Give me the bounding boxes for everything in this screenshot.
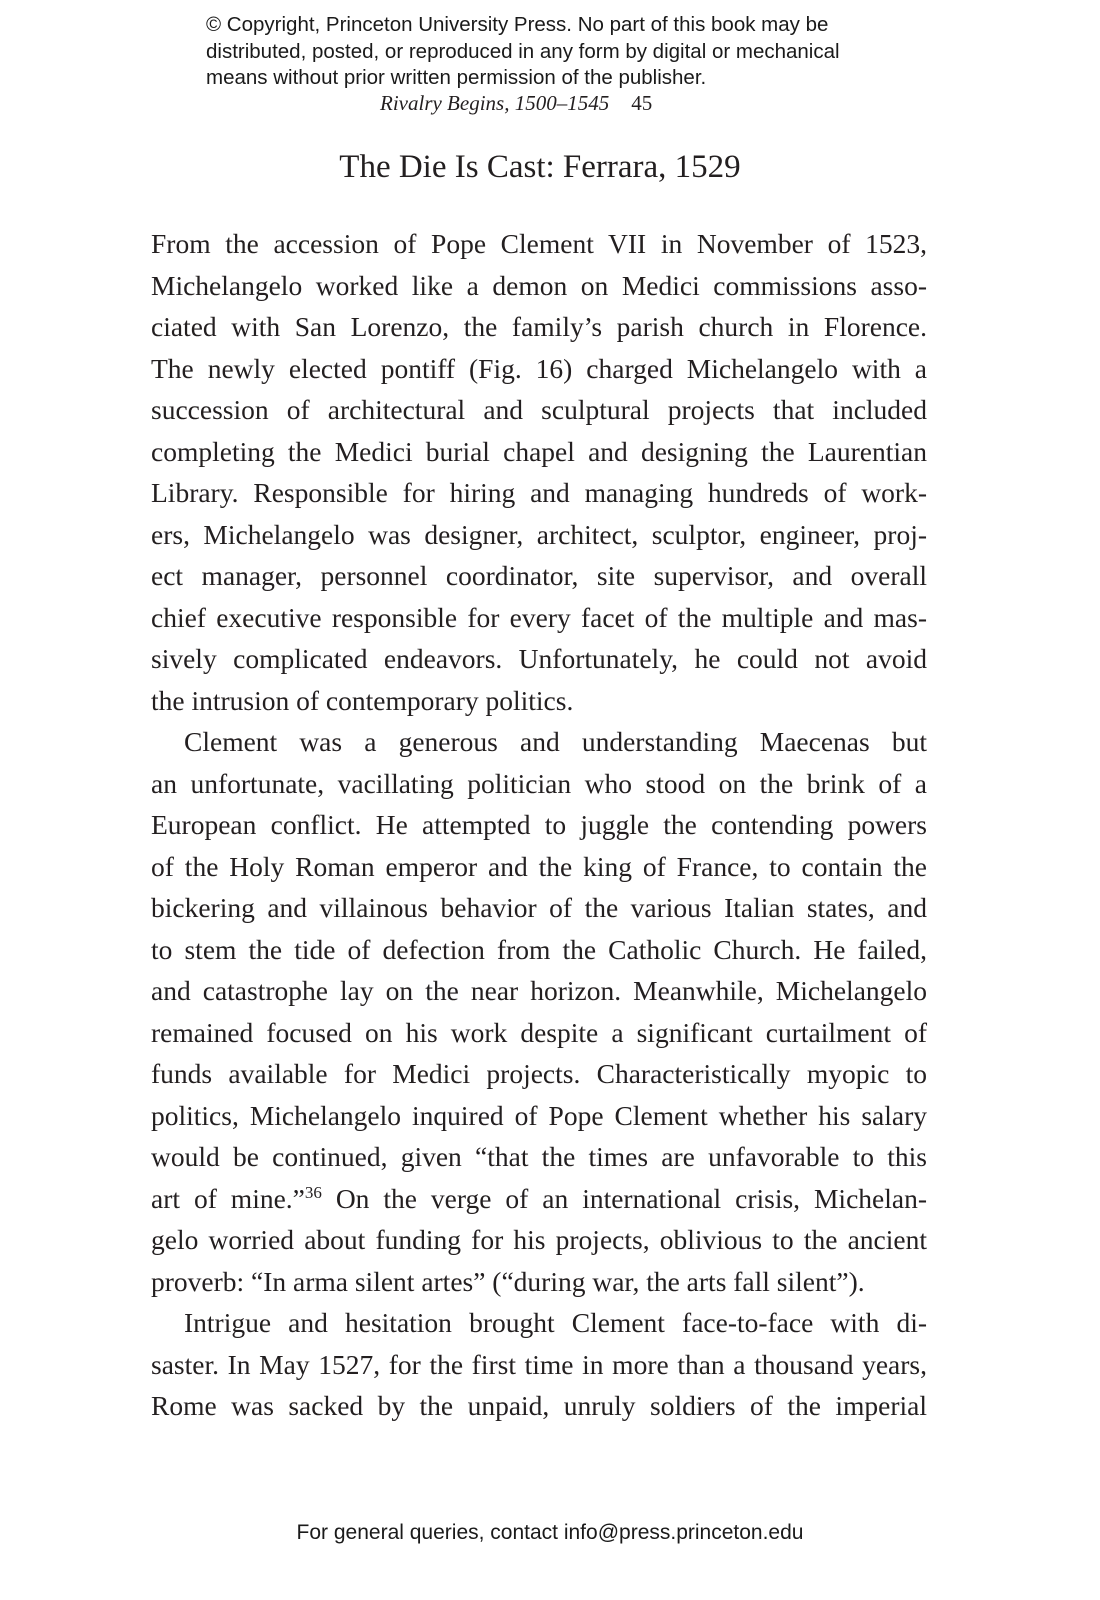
footnote-reference: 36 [304, 1182, 322, 1202]
text-line: ciated with San Lorenzo, the family’s parish church in Florence. [151, 311, 927, 342]
text-line: funds available for Medici projects. Characteristically myopic to [151, 1058, 927, 1089]
section-heading: The Die Is Cast: Ferrara, 1529 [339, 149, 741, 185]
text-line: completing the Medici burial chapel and designing the Laurentian [151, 435, 927, 467]
copyright-line: distributed, posted, or reproduced in any form by digital or mechanical [206, 39, 840, 63]
text-line: ect manager, personnel coordinator, site supervisor, and overall [151, 560, 927, 591]
running-head [380, 90, 900, 116]
text-line: to stem the tide of defection from the Catholic Church. He failed, [151, 933, 927, 965]
text-line: of the Holy Roman emperor and the king of France, to contain the [151, 850, 927, 882]
text-line-with-footnote [151, 1178, 927, 1220]
text-line: succession of architectural and sculptural projects that included [151, 394, 927, 425]
text-line: saster. In May 1527, for the first time in more than a thousand years, [151, 1348, 927, 1380]
text-line: The newly elected pontiff (Fig. 16) charged Michelangelo with a [151, 352, 927, 384]
text-line: From the accession of Pope Clement VII in November of 1523, [151, 228, 927, 259]
text-line: Rome was sacked by the unpaid, unruly soldiers of the imperial [151, 1390, 927, 1421]
text-line: Clement was a generous and understanding Maecenas but [184, 726, 927, 757]
text-line: Library. Responsible for hiring and managing hundreds of work- [151, 477, 927, 508]
text-line: chief executive responsible for every facet of the multiple and mas- [151, 601, 927, 633]
text-segment: art of mine.” [151, 1182, 305, 1214]
text-line: Intrigue and hesitation brought Clement face-to-face with di- [184, 1307, 927, 1338]
text-line: would be continued, given “that the times are unfavorable to this [151, 1141, 927, 1172]
text-segment: On the verge of an international crisis, Michelan- [321, 1182, 927, 1214]
body-text [151, 223, 927, 1427]
text-line: politics, Michelangelo inquired of Pope Clement whether his salary [151, 1099, 927, 1131]
text-line: proverb: “In arma silent artes” (“during war, the arts fall silent”). [151, 1265, 865, 1297]
page-number: 45 [631, 91, 653, 115]
text-line: remained focused on his work despite a significant curtailment of [151, 1016, 927, 1048]
text-line: gelo worried about funding for his projects, oblivious to the ancient [151, 1224, 927, 1255]
copyright-notice [206, 12, 926, 92]
text-line: sively complicated endeavors. Unfortunately, he could not avoid [151, 643, 927, 674]
text-line: ers, Michelangelo was designer, architect, sculptor, engineer, proj- [151, 518, 927, 550]
text-line: an unfortunate, vacillating politician who stood on the brink of a [151, 767, 927, 799]
text-line: bickering and villainous behavior of the various Italian states, and [151, 892, 927, 923]
footer-contact: For general queries, contact info@press.princeton.edu [296, 1521, 804, 1544]
copyright-line: means without prior written permission of the publisher. [206, 66, 707, 89]
copyright-line: © Copyright, Princeton University Press. No part of this book may be [206, 13, 829, 36]
text-line: and catastrophe lay on the near horizon. Meanwhile, Michelangelo [151, 975, 927, 1006]
text-line: Michelangelo worked like a demon on Medici commissions asso- [151, 269, 927, 301]
text-line: the intrusion of contemporary politics. [151, 684, 574, 716]
running-head-title: Rivalry Begins, 1500–1545 [380, 91, 610, 115]
text-line: European conflict. He attempted to juggle the contending powers [151, 809, 927, 840]
